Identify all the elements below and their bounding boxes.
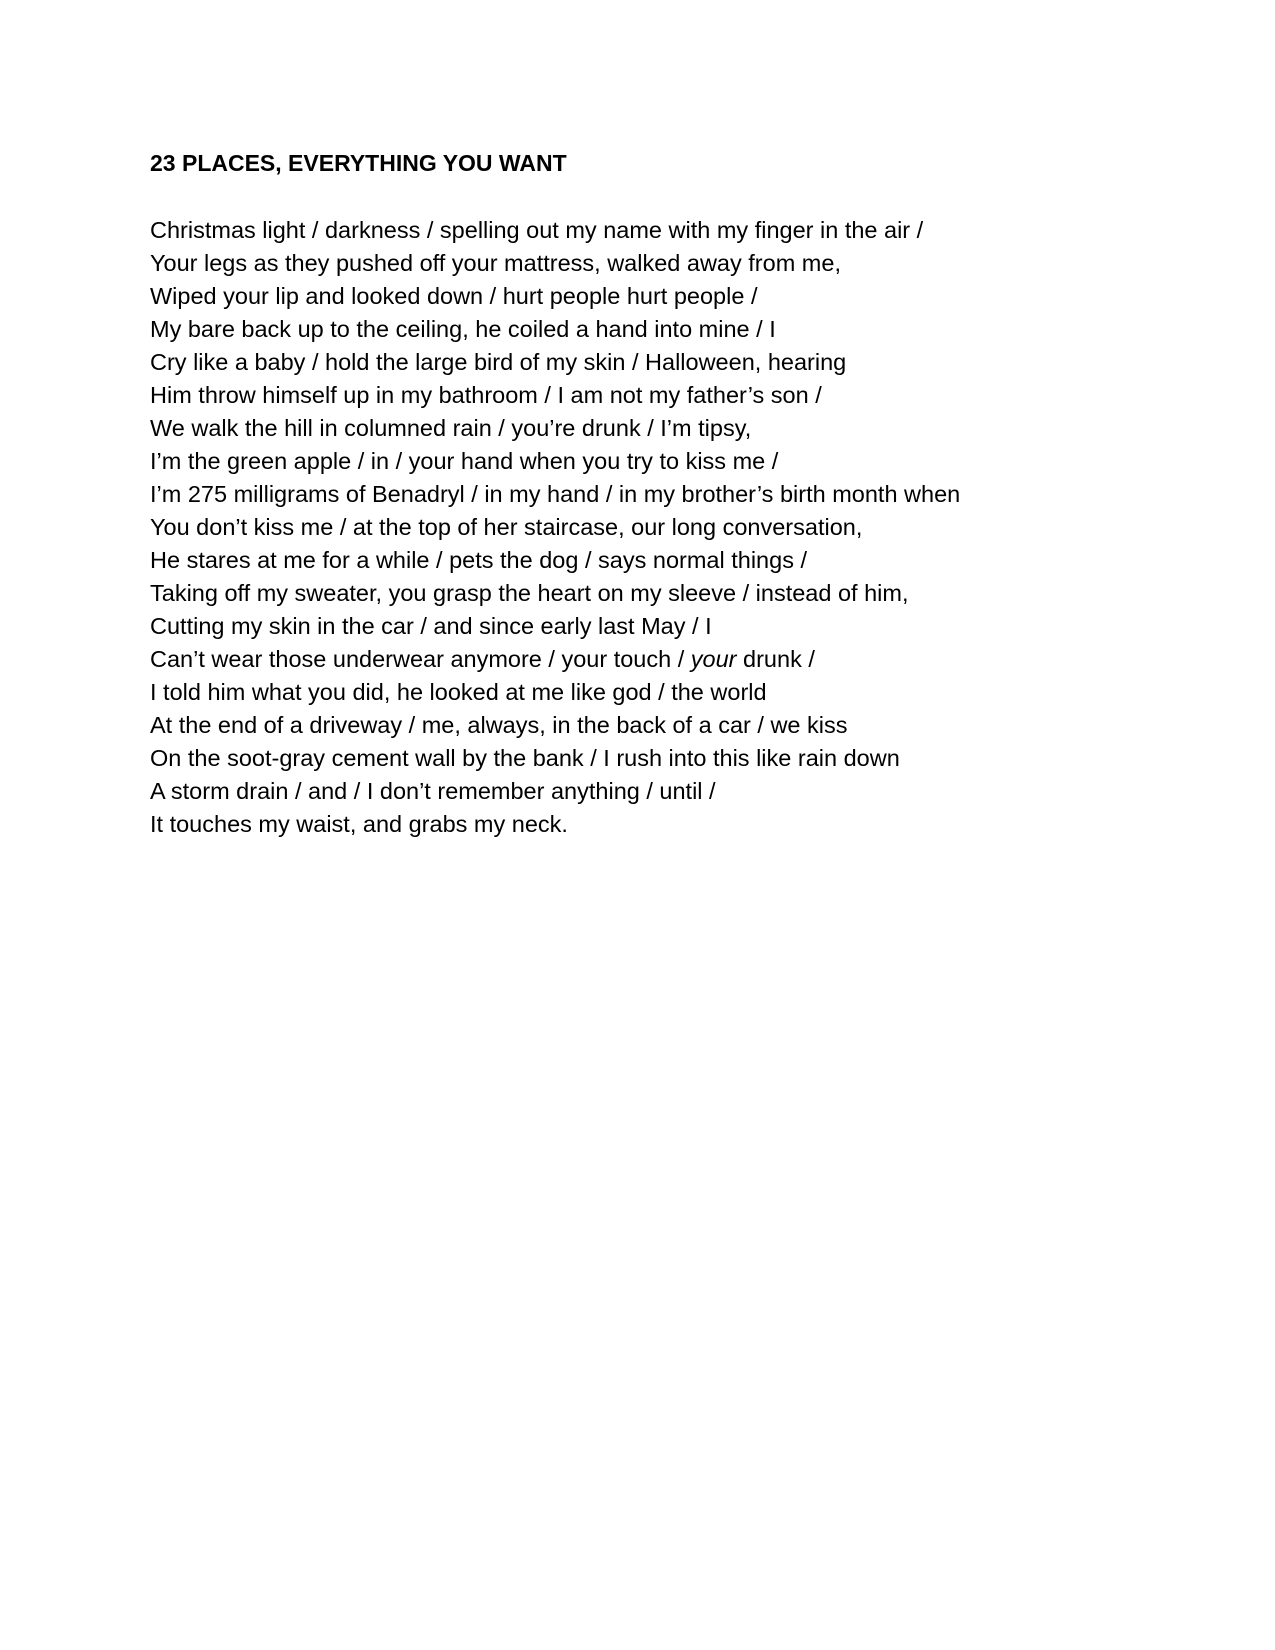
poem-line: Cutting my skin in the car / and since early last May / I <box>150 613 712 639</box>
poem-line: My bare back up to the ceiling, he coiled a hand into mine / I <box>150 316 776 342</box>
poem-line: Your legs as they pushed off your mattress, walked away from me, <box>150 250 841 276</box>
poem-title: 23 PLACES, EVERYTHING YOU WANT <box>150 150 567 176</box>
poem-line: Wiped your lip and looked down / hurt people hurt people / <box>150 283 758 309</box>
poem-line: Christmas light / darkness / spelling out my name with my finger in the air / <box>150 217 924 243</box>
poem-line-with-emphasis <box>150 643 960 676</box>
poem-line: We walk the hill in columned rain / you’re drunk / I’m tipsy, <box>150 415 752 441</box>
poem-line-segment: drunk / <box>736 646 815 672</box>
poem-line: A storm drain / and / I don’t remember anything / until / <box>150 778 716 804</box>
poem-line: It touches my waist, and grabs my neck. <box>150 811 568 837</box>
poem-line: Cry like a baby / hold the large bird of my skin / Halloween, hearing <box>150 349 847 375</box>
poem-line-segment: Can’t wear those underwear anymore / your touch / <box>150 646 691 672</box>
poem-line: You don’t kiss me / at the top of her staircase, our long conversation, <box>150 514 863 540</box>
poem-line: On the soot-gray cement wall by the bank / I rush into this like rain down <box>150 745 900 771</box>
poem-line: At the end of a driveway / me, always, in the back of a car / we kiss <box>150 712 848 738</box>
emphasized-word: your <box>690 646 737 672</box>
poem-body <box>150 214 960 841</box>
poem-line: I told him what you did, he looked at me like god / the world <box>150 679 767 705</box>
poem-line: I’m the green apple / in / your hand when you try to kiss me / <box>150 448 779 474</box>
poem-line: Him throw himself up in my bathroom / I am not my father’s son / <box>150 382 822 408</box>
poem-line: Taking off my sweater, you grasp the heart on my sleeve / instead of him, <box>150 580 909 606</box>
poem-line: He stares at me for a while / pets the dog / says normal things / <box>150 547 808 573</box>
poem-line: I’m 275 milligrams of Benadryl / in my hand / in my brother’s birth month when <box>150 481 961 507</box>
